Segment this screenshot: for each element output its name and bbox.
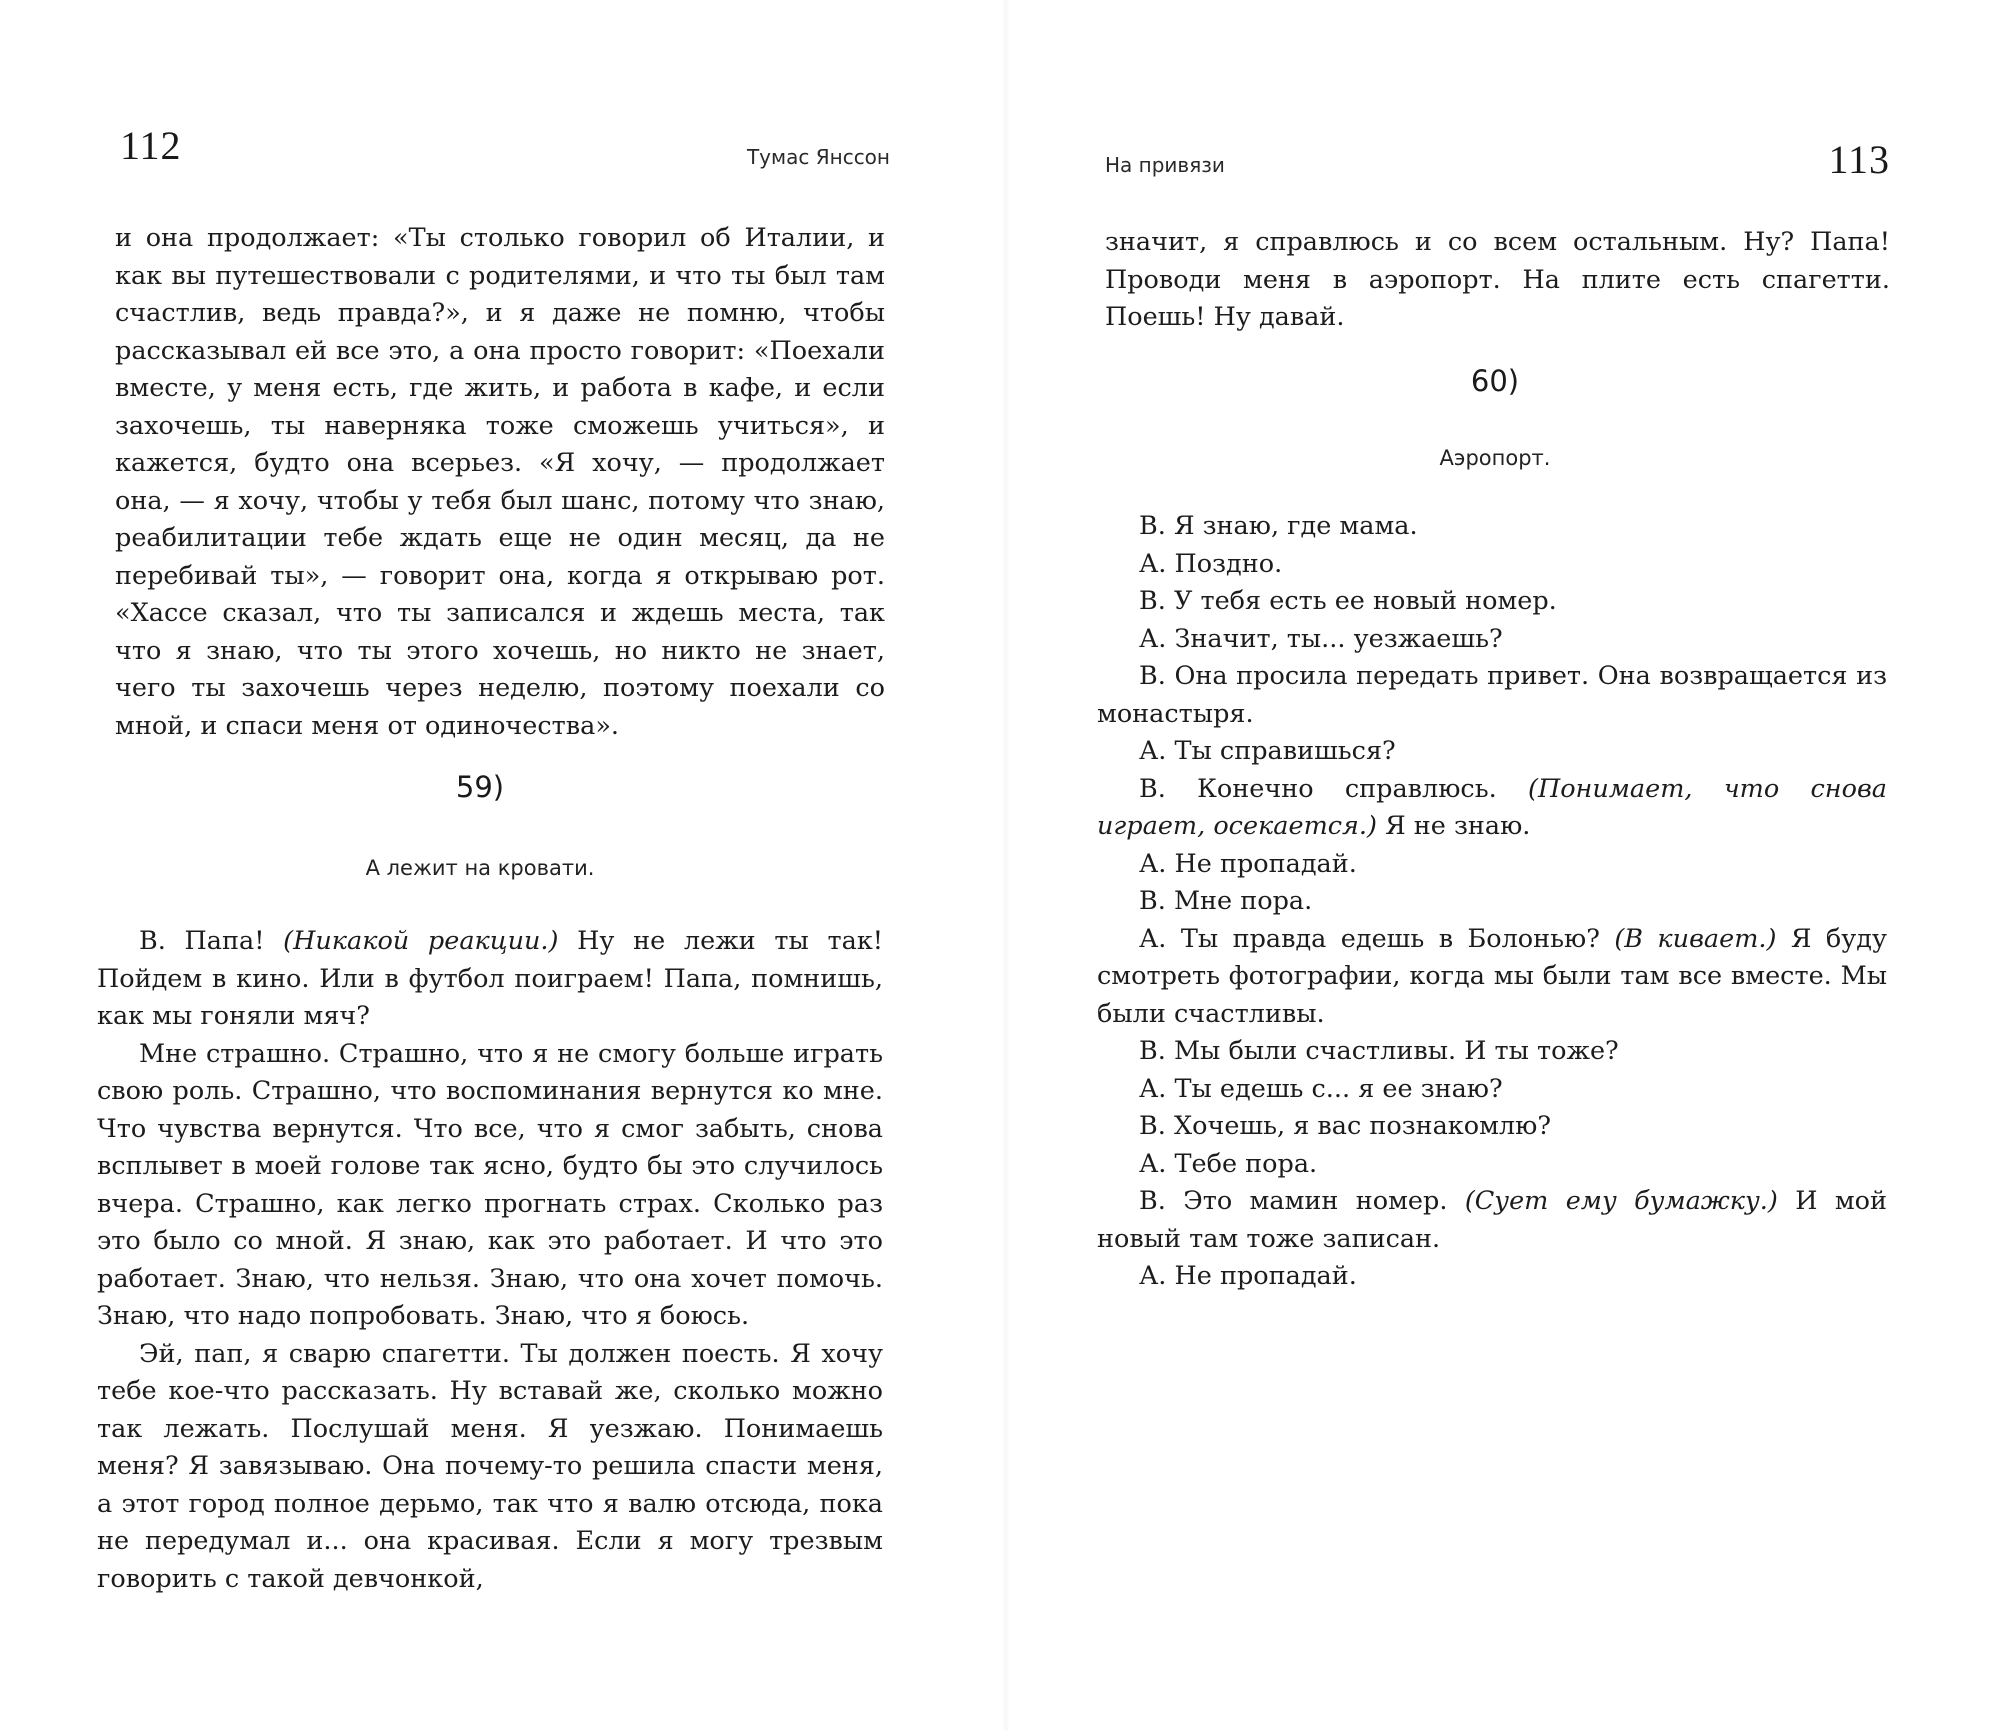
stage-direction: (Понимает, что снова играет, осекается.)	[1097, 773, 1888, 841]
dialogue-line: В. Мне пора.	[1139, 886, 1313, 916]
dialogue-line: В. У тебя есть ее новый номер.	[1139, 586, 1557, 616]
dialogue-line: А. Ты справишься?	[1139, 736, 1396, 766]
dialogue-line: В. Хочешь, я вас познакомлю?	[1139, 1111, 1551, 1141]
dialogue-line: А. Ты едешь с... я ее знаю?	[1139, 1073, 1503, 1104]
stage-direction: (Сует ему бумажку.)	[1464, 1186, 1778, 1216]
running-head-title: На привязи	[1105, 153, 1225, 177]
dialogue-text: Я буду смотреть фотографии, когда мы были там все вместе. Мы были счастливы.	[1097, 923, 1887, 1029]
dialogue-text: В. Папа!	[139, 926, 284, 956]
dialogue-text: В. Это мамин номер.	[1139, 1186, 1465, 1216]
dialogue-text: В. Конечно справлюсь.	[1139, 773, 1529, 804]
page-number: 113	[1828, 137, 1890, 182]
paragraph-continued: и она продолжает: «Ты столько говорил об Италии, и как вы путешествовали с родителями, и что ты был там счастлив, ведь правда?», и я даже не помню, чтобы рассказывал ей все это, а она просто говорит: «Поехали вместе, у меня есть, где жить, и работа в кафе, и если захочешь, ты наверняка тоже сможешь учиться», и кажется, будто она всерьез. «Я хочу, — продолжает она, — я хочу, чтобы у тебя был шанс, потому что знаю, реабилитации тебе ждать еще не один месяц, да не перебивай ты», — говорит она, когда я открываю рот. «Хассе сказал, что ты записался и ждешь места, так что я знаю, что ты этого хочешь, но никто не знает, чего ты захочешь через неделю, поэтому поехали со мной, и спаси меня от одиночества».	[115, 223, 885, 741]
dialogue-line: А. Тебе пора.	[1139, 1148, 1318, 1179]
paragraph-continued: значит, я справлюсь и со всем остальным. Ну? Папа! Проводи меня в аэропорт. На плите есть спагетти. Поешь! Ну давай.	[1105, 227, 1890, 332]
section-title: Аэропорт.	[1439, 446, 1551, 470]
dialogue-block	[1097, 508, 1887, 1296]
paragraph: Мне страшно. Страшно, что я не смогу больше играть свою роль. Страшно, что воспоминания вернутся ко мне. Что чувства вернутся. Что все, что я смог забыть, снова всплывет в моей голове так ясно, будто бы это случилось вчера. Страшно, как легко прогнать страх. Сколько раз это было со мной. Я знаю, как это работает. И что это работает. Знаю, что нельзя. Знаю, что она хочет помочь. Знаю, что надо попробовать. Знаю, что я боюсь.	[97, 1038, 883, 1331]
paragraph: Эй, пап, я сварю спагетти. Ты должен поесть. Я хочу тебе кое-что рассказать. Ну вставай же, сколько можно так лежать. Послушай меня. Я уезжаю. Понимаешь меня? Я завязываю. Она почему-то решила спасти меня, а этот город полное дерьмо, так что я валю отсюда, пока не передумал и... она красивая. Если я могу трезвым говорить с такой девчонкой,	[97, 1338, 883, 1594]
dialogue-line	[1097, 771, 1887, 846]
dialogue-line: В. Она просила передать привет. Она возвращается из монастыря.	[1097, 661, 1887, 729]
text-block-top	[1105, 224, 1890, 337]
paragraph	[97, 923, 883, 1036]
right-page	[1000, 0, 2000, 1731]
stage-direction: (В кивает.)	[1614, 923, 1777, 954]
dialogue-line	[1097, 921, 1887, 1034]
dialogue-line: А. Поздно.	[1139, 548, 1283, 579]
stage-direction: (Никакой реакции.)	[283, 926, 559, 956]
dialogue-text: А. Ты правда едешь в Болонью?	[1139, 923, 1615, 954]
dialogue-line: А. Не пропадай.	[1139, 1261, 1357, 1291]
text-block-top	[115, 220, 885, 745]
dialogue-line: А. Не пропадай.	[1139, 848, 1357, 879]
dialogue-line	[1097, 1183, 1887, 1258]
text-block-bottom	[97, 923, 883, 1598]
section-number: 59)	[455, 770, 505, 804]
dialogue-text: И мой новый там тоже записан.	[1097, 1186, 1887, 1254]
section-title: А лежит на кровати.	[365, 856, 595, 880]
dialogue-line: А. Значит, ты... уезжаешь?	[1139, 623, 1503, 654]
section-number: 60)	[1470, 364, 1520, 398]
page-number: 112	[120, 123, 182, 168]
dialogue-text: Ну не лежи ты так! Пойдем в кино. Или в футбол поиграем! Папа, помнишь, как мы гоняли мяч?	[97, 926, 884, 1031]
dialogue-line: В. Я знаю, где мама.	[1139, 511, 1418, 541]
dialogue-text: Я не знаю.	[1376, 811, 1531, 841]
running-head-author: Тумас Янссон	[746, 145, 890, 169]
dialogue-line: В. Мы были счастливы. И ты тоже?	[1139, 1036, 1619, 1066]
